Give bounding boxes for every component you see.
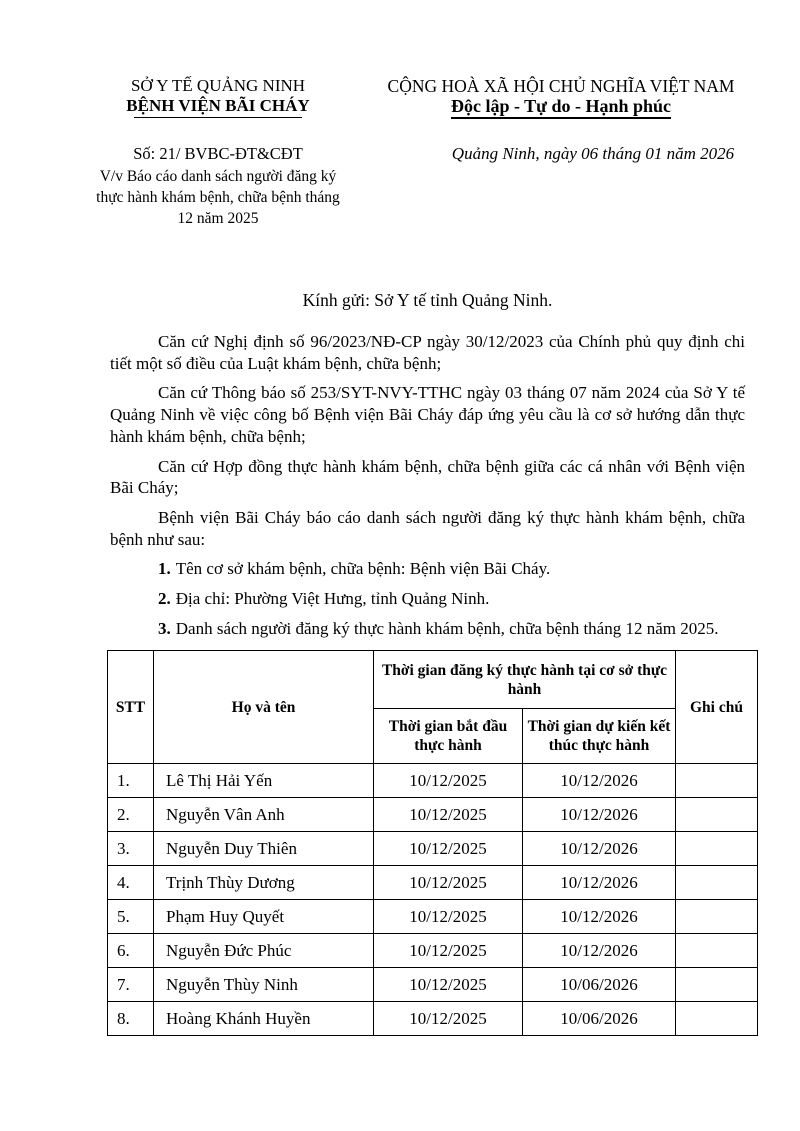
list-item-1-text: Tên cơ sở khám bệnh, chữa bệnh: Bệnh viện Bãi Cháy. [175, 559, 551, 579]
cell-note [676, 764, 758, 798]
paragraph-legal-basis-3: Căn cứ Hợp đồng thực hành khám bệnh, chữa bệnh giữa các cá nhân với Bệnh viện Bãi Cháy; [110, 456, 745, 498]
cell-start: 10/12/2025 [374, 866, 523, 900]
column-header-period-group: Thời gian đăng ký thực hành tại cơ sở thực hành [374, 651, 676, 709]
document-header [0, 0, 800, 229]
column-header-note: Ghi chú [676, 651, 758, 764]
cell-start: 10/12/2025 [374, 934, 523, 968]
cell-stt: 4. [108, 866, 154, 900]
column-header-start-date: Thời gian bắt đầu thực hành [374, 709, 523, 764]
cell-start: 10/12/2025 [374, 968, 523, 1002]
cell-note [676, 866, 758, 900]
cell-stt: 7. [108, 968, 154, 1002]
cell-start: 10/12/2025 [374, 764, 523, 798]
cell-stt: 5. [108, 900, 154, 934]
cell-end: 10/06/2026 [523, 1002, 676, 1036]
document-number: Số: 21/ BVBC-ĐT&CĐT [133, 144, 303, 163]
cell-note [676, 934, 758, 968]
cell-end: 10/12/2026 [523, 900, 676, 934]
table-row [108, 866, 758, 900]
parent-org-name: SỞ Y TẾ QUẢNG NINH [130, 76, 306, 95]
cell-name: Nguyễn Duy Thiên [154, 832, 374, 866]
cell-end: 10/12/2026 [523, 866, 676, 900]
cell-stt: 1. [108, 764, 154, 798]
trainee-table-body [108, 764, 758, 1036]
table-row [108, 798, 758, 832]
cell-name: Phạm Huy Quyết [154, 900, 374, 934]
cell-stt: 2. [108, 798, 154, 832]
cell-stt: 6. [108, 934, 154, 968]
cell-stt: 3. [108, 832, 154, 866]
cell-name: Trịnh Thùy Dương [154, 866, 374, 900]
list-item-3 [110, 618, 745, 640]
list-item-2-number: 2. [158, 589, 171, 609]
salutation: Kính gửi: Sở Y tế tỉnh Quảng Ninh. [302, 290, 553, 310]
cell-start: 10/12/2025 [374, 900, 523, 934]
cell-end: 10/12/2026 [523, 764, 676, 798]
cell-note [676, 1002, 758, 1036]
table-row [108, 1002, 758, 1036]
list-item-1-number: 1. [158, 559, 171, 579]
column-header-name: Họ và tên [154, 651, 374, 764]
paragraph-legal-basis-2: Căn cứ Thông báo số 253/SYT-NVY-TTHC ngày 03 tháng 07 năm 2024 của Sở Y tế Quảng Ninh về việc công bố Bệnh viện Bãi Cháy đáp ứng yêu cầu là cơ sở hướng dẫn thực hành khám bệnh, chữa bệnh; [110, 383, 745, 446]
cell-name: Nguyễn Vân Anh [154, 798, 374, 832]
table-row [108, 934, 758, 968]
issuing-org-block [92, 76, 344, 229]
cell-name: Hoàng Khánh Huyền [154, 1002, 374, 1036]
cell-start: 10/12/2025 [374, 798, 523, 832]
cell-start: 10/12/2025 [374, 832, 523, 866]
org-name: BỆNH VIỆN BÃI CHÁY [126, 96, 310, 115]
trainee-table-head [108, 651, 758, 764]
cell-start: 10/12/2025 [374, 1002, 523, 1036]
document-subject: V/v Báo cáo danh sách người đăng ký thực hành khám bệnh, chữa bệnh tháng 12 năm 2025 [96, 168, 340, 227]
national-motto-line2: Độc lập - Tự do - Hạnh phúc [451, 96, 671, 119]
cell-end: 10/06/2026 [523, 968, 676, 1002]
cell-end: 10/12/2026 [523, 798, 676, 832]
table-row [108, 968, 758, 1002]
list-item-2-text: Địa chỉ: Phường Việt Hưng, tỉnh Quảng Ninh. [175, 589, 490, 609]
place-and-date: Quảng Ninh, ngày 06 tháng 01 năm 2026 [451, 144, 735, 163]
cell-name: Nguyễn Thùy Ninh [154, 968, 374, 1002]
trainee-table [107, 650, 758, 1036]
national-motto-block [362, 76, 760, 229]
cell-note [676, 798, 758, 832]
cell-note [676, 968, 758, 1002]
national-motto-line1: CỘNG HOÀ XÃ HỘI CHỦ NGHĨA VIỆT NAM [387, 76, 735, 96]
table-row [108, 900, 758, 934]
national-motto-line2-wrap [362, 96, 760, 119]
table-row [108, 832, 758, 866]
column-header-end-date: Thời gian dự kiến kết thúc thực hành [523, 709, 676, 764]
cell-name: Nguyễn Đức Phúc [154, 934, 374, 968]
cell-stt: 8. [108, 1002, 154, 1036]
cell-name: Lê Thị Hải Yến [154, 764, 374, 798]
cell-end: 10/12/2026 [523, 832, 676, 866]
list-item-3-text: Danh sách người đăng ký thực hành khám bệnh, chữa bệnh tháng 12 năm 2025. [175, 618, 719, 638]
document-body [0, 290, 800, 639]
org-name-underline [134, 117, 302, 118]
list-item-3-number: 3. [158, 618, 171, 638]
cell-end: 10/12/2026 [523, 934, 676, 968]
paragraph-legal-basis-1: Căn cứ Nghị định số 96/2023/NĐ-CP ngày 30/12/2023 của Chính phủ quy định chi tiết một số điều của Luật khám bệnh, chữa bệnh; [110, 332, 745, 373]
cell-note [676, 832, 758, 866]
cell-note [676, 900, 758, 934]
table-row [108, 764, 758, 798]
paragraph-report-intro: Bệnh viện Bãi Cháy báo cáo danh sách người đăng ký thực hành khám bệnh, chữa bệnh như sau: [110, 507, 745, 549]
list-item-1 [110, 558, 745, 580]
table-header-row-1 [108, 651, 758, 709]
list-item-2 [110, 588, 745, 610]
column-header-stt: STT [108, 651, 154, 764]
